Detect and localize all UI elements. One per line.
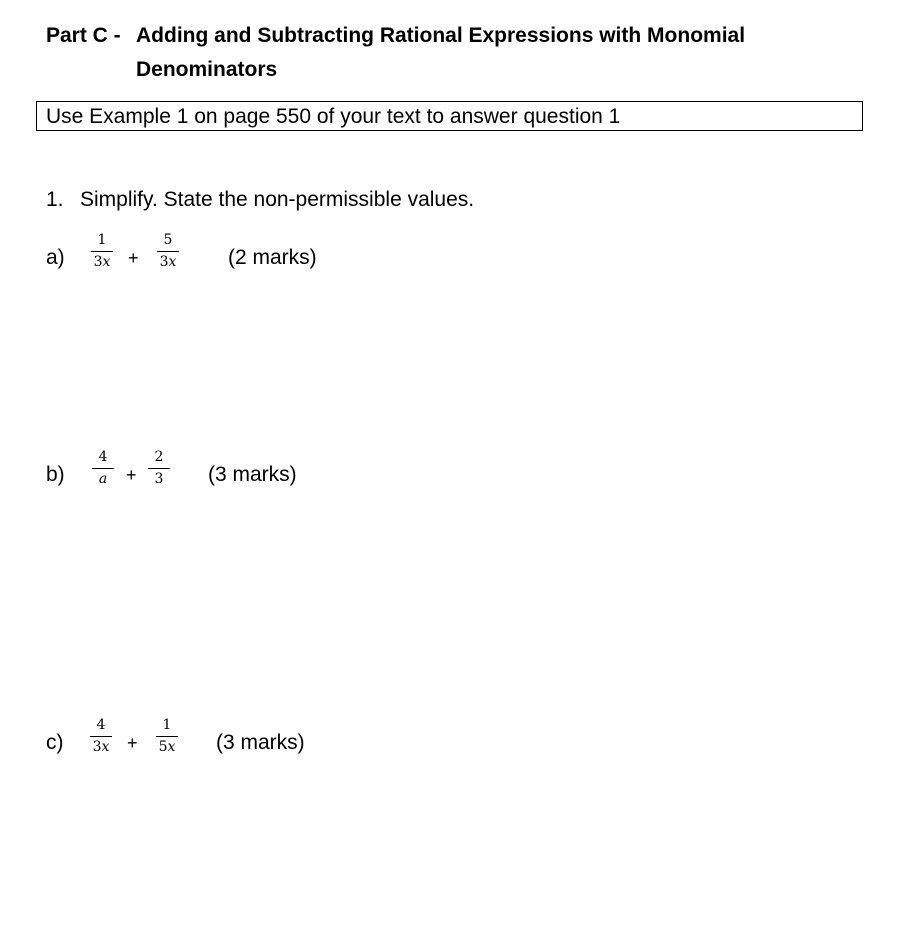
- part-b-fraction-2-denominator: 3: [154, 471, 164, 487]
- fraction-bar: [157, 251, 179, 252]
- part-heading: [46, 19, 745, 87]
- part-b-fraction-2: [144, 448, 174, 489]
- part-c-fraction-2-denominator: 5x: [158, 739, 176, 755]
- part-a-fraction-2: [153, 231, 183, 272]
- part-a-marks: (2 marks): [228, 246, 317, 269]
- part-b-fraction-1-numerator: 4: [98, 449, 108, 465]
- part-c-fraction-2-numerator: 1: [162, 717, 172, 733]
- part-c-fraction-1: [86, 716, 116, 757]
- part-a-fraction-1-numerator: 1: [97, 232, 107, 248]
- fraction-bar: [92, 468, 114, 469]
- part-title-line1: Adding and Subtracting Rational Expressions with Monomial: [136, 24, 746, 47]
- part-c-fraction-1-denominator: 3x: [92, 739, 110, 755]
- part-b-fraction-1: [88, 448, 118, 489]
- part-b-plus-operator: +: [126, 465, 137, 485]
- question-stem: [46, 186, 474, 214]
- instruction-box: Use Example 1 on page 550 of your text to answer question 1: [36, 101, 863, 131]
- part-b-marks: (3 marks): [208, 463, 297, 486]
- part-a-fraction-1: [87, 231, 117, 272]
- part-b-fraction-1-denominator: a: [98, 471, 108, 487]
- part-c-label: c): [46, 731, 64, 754]
- part-a-fraction-2-denominator: 3x: [159, 254, 177, 270]
- fraction-bar: [148, 468, 170, 469]
- question-text: Simplify. State the non-permissible values.: [80, 188, 475, 211]
- question-number: 1.: [46, 188, 64, 211]
- part-a-plus-operator: +: [128, 248, 139, 268]
- fraction-bar: [90, 736, 112, 737]
- part-c-fraction-2: [152, 716, 182, 757]
- part-b-fraction-2-numerator: 2: [154, 449, 164, 465]
- part-a-fraction-2-numerator: 5: [163, 232, 173, 248]
- part-c-fraction-1-numerator: 4: [96, 717, 106, 733]
- part-a-label: a): [46, 246, 65, 269]
- fraction-bar: [156, 736, 178, 737]
- fraction-bar: [91, 251, 113, 252]
- part-c-plus-operator: +: [127, 733, 138, 753]
- part-label: Part C -: [46, 24, 121, 47]
- part-a-fraction-1-denominator: 3x: [93, 254, 111, 270]
- part-title-line2: Denominators: [136, 58, 278, 81]
- part-c-marks: (3 marks): [216, 731, 305, 754]
- part-b-label: b): [46, 463, 65, 486]
